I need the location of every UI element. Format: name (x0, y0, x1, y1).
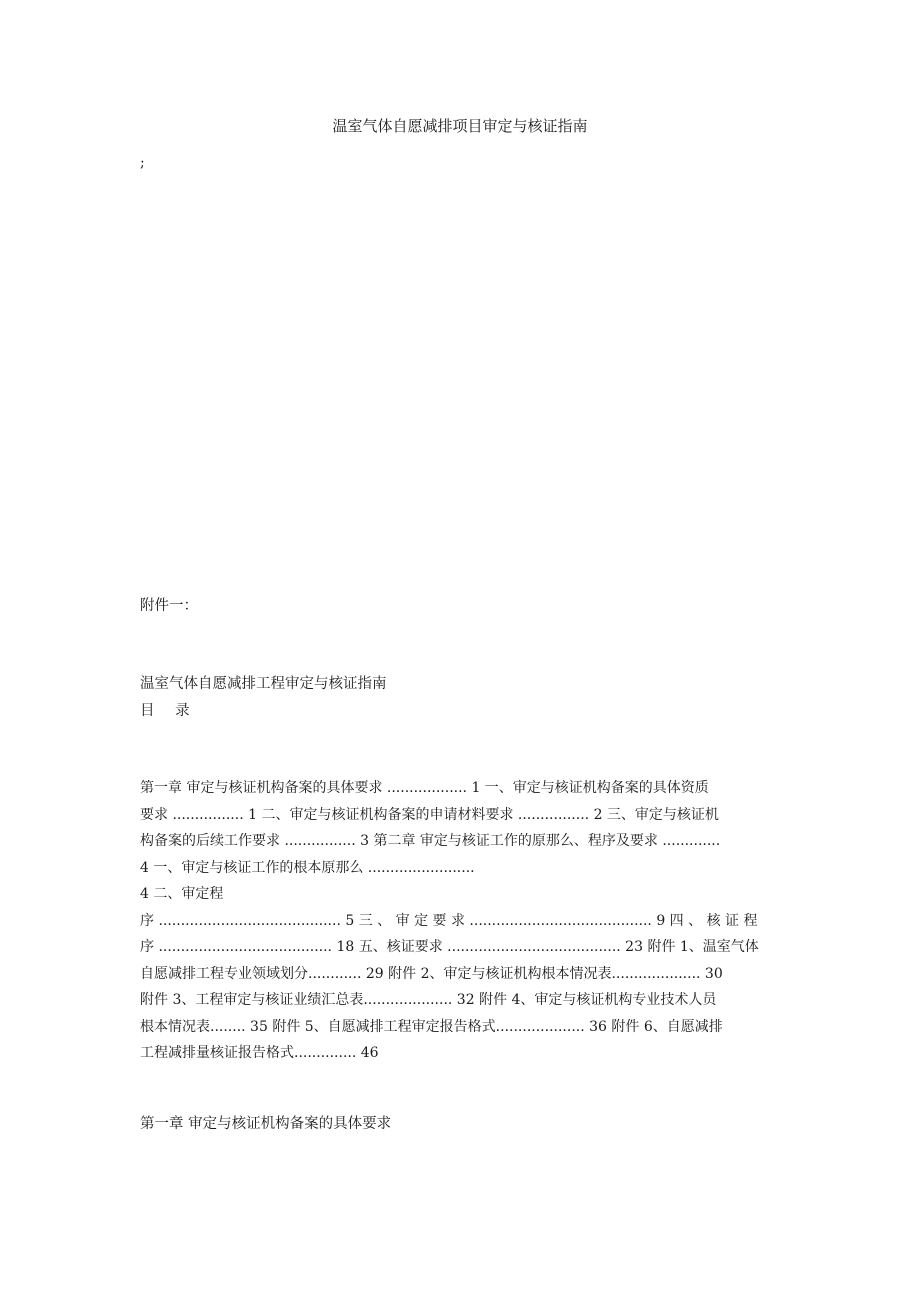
guide-subtitle: 温室气体自愿减排工程审定与核证指南 (140, 676, 387, 692)
toc-line: 工程减排量核证报告格式.............. 46 (140, 1045, 379, 1061)
chapter-one-heading: 第一章 审定与核证机构备案的具体要求 (140, 1116, 392, 1132)
toc-line: 附件 3、工程审定与核证业绩汇总表.................... 32 附件 4、审定与核证机构专业技术人员 (140, 992, 717, 1008)
attachment-label: 附件一： (140, 598, 198, 614)
toc-line: 构备案的后续工作要求 ................ 3 第二章 审定与核证工作的原那么、程序及要求 ............. (140, 833, 721, 849)
toc-line: 序 ....................................... 18 五、核证要求 ....................................... 23 附件 1、温室气体 (140, 939, 759, 955)
toc-line: 要求 ................ 1 二、审定与核证机构备案的申请材料要求 ................ 2 三、审定与核证机 (140, 806, 719, 823)
toc-line: 4 二、审定程 (140, 886, 224, 902)
toc-line: 自愿减排工程专业领域划分............ 29 附件 2、审定与核证机构根本情况表.................... 30 (140, 965, 723, 982)
toc-line: 4 一、审定与核证工作的根本原那么 ........................ (140, 859, 475, 876)
table-of-contents (140, 775, 784, 1067)
stray-semicolon: ; (140, 155, 145, 171)
toc-heading: 目 录 (140, 703, 198, 719)
document-title: 温室气体自愿减排项目审定与核证指南 (332, 117, 588, 135)
toc-line: 根本情况表........ 35 附件 5、自愿减排工程审定报告格式.................... 36 附件 6、自愿减排 (140, 1018, 723, 1035)
toc-line: 第一章 审定与核证机构备案的具体要求 .................. 1 一、审定与核证机构备案的具体资质 (140, 780, 709, 796)
toc-line: 序 ......................................... 5 三 、 审 定 要 求 ......................................... 9 四 、 核 证 程 (140, 912, 758, 929)
